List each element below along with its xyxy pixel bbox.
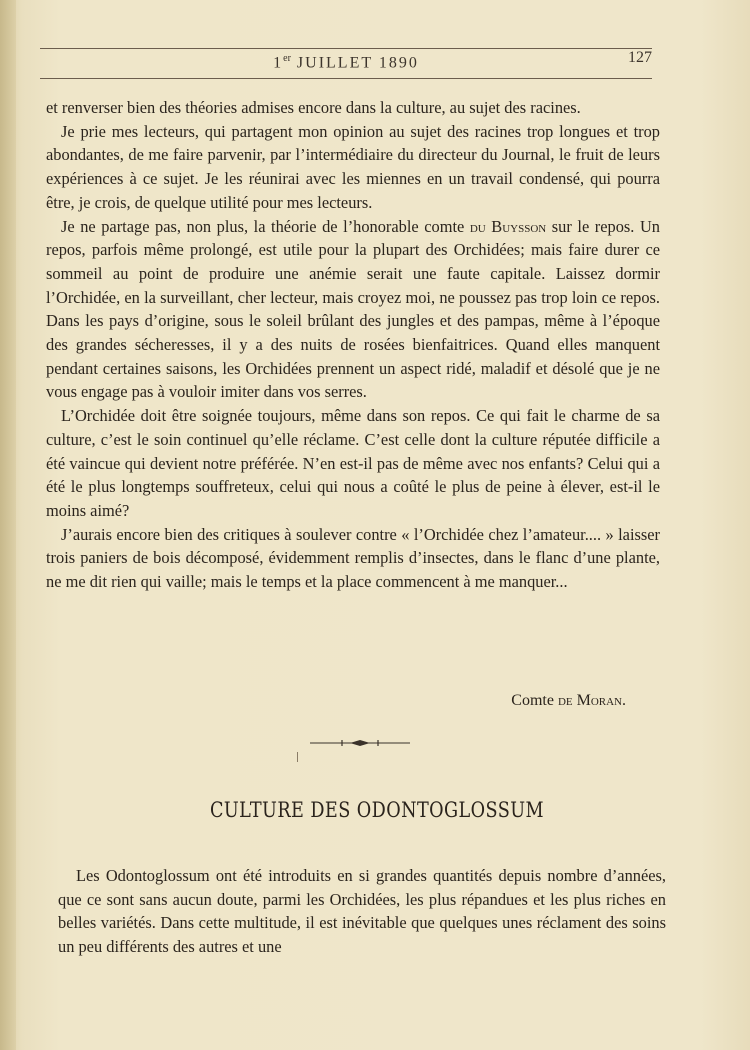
paragraph-text: Je ne partage pas, non plus, la théorie de l’honorable comte	[61, 216, 470, 236]
paragraph: L’Orchidée doit être soignée toujours, même dans son repos. Ce qui fait le charme de sa culture, c’est le soin continuel qu’elle réclame. C’est celle dont la culture réputée difficile a été vaincue qui devient notre préférée. N’en est-il pas de même avec nos enfants? Celui qui a été le plus longtemps souffreteux, celui qui nous a coûté le plus de peine à élever, est-il le moins aimé?	[46, 406, 660, 520]
header-date-day: 1	[273, 54, 284, 72]
header-date-month-year: JUILLET 1890	[290, 54, 419, 72]
paragraph: et renverser bien des théories admises encore dans la culture, au sujet des racines.	[46, 98, 581, 117]
paragraph: Les Odontoglossum ont été introduits en si grandes quantités depuis nombre d’années, que ce sont sans aucun doute, parmi les Orchidées, les plus répandues et les plus riches en belles variétés. Dans cette multitude, il est inévitable que quelques unes réclament des soins un peu différents des autres et une	[58, 866, 666, 956]
print-mark	[297, 752, 298, 762]
paragraph: Je prie mes lecteurs, qui partagent mon opinion au sujet des racines trop longues et trop abondantes, de me faire parvenir, par l’intermédiaire du directeur du Journal, le fruit de leurs expériences à ce sujet. Je les réunirai avec les miennes en un travail condensé, qui pourra être, je crois, de quelque utilité pour mes lecteurs.	[46, 121, 660, 212]
header-date-ordinal: er	[283, 53, 291, 64]
person-name: du Buysson	[469, 216, 547, 236]
author-signature	[511, 692, 626, 710]
signature-prefix: Comte	[511, 692, 558, 709]
section-heading: CULTURE DES ODONTOGLOSSUM	[209, 798, 545, 822]
page-spine-shadow	[0, 0, 16, 1050]
section-body	[58, 864, 666, 958]
section-divider-ornament	[300, 736, 420, 750]
paragraph	[46, 215, 660, 405]
paragraph: J’aurais encore bien des critiques à soulever contre « l’Orchidée chez l’amateur.... » laisser trois paniers de bois décomposé, évidemment remplis d’insectes, dans le flanc d’une plante, ne me dit rien qui vaille; mais le temps et la place commencent à me manquer...	[46, 524, 660, 592]
header-rule-top	[40, 48, 652, 49]
paragraph-text: sur le repos. Un repos, parfois même prolongé, est utile pour la plupart des Orchidées; mais faire durer ce sommeil au point de produire une anémie serait une faute capitale. Laissez dormir l’Orchidée, en la surveillant, cher lecteur, mais croyez moi, ne poussez pas trop loin ce repos. Dans les pays d’origine, sous le soleil brûlant des jungles et des pampas, même à l’époque des grandes sécheresses, il y a des nuits de rosées bienfaitrices. Quand elles manquent pendant certaines saisons, les Orchidées prennent un aspect ridé, maladif et désolé que je ne vous engage pas à vouloir imiter dans vos serres.	[46, 216, 660, 402]
signature-name: de Moran.	[557, 692, 626, 709]
header-rule-bottom	[40, 78, 652, 79]
running-header-date	[40, 53, 652, 72]
article-body	[46, 96, 660, 594]
page-number: 127	[628, 49, 652, 66]
